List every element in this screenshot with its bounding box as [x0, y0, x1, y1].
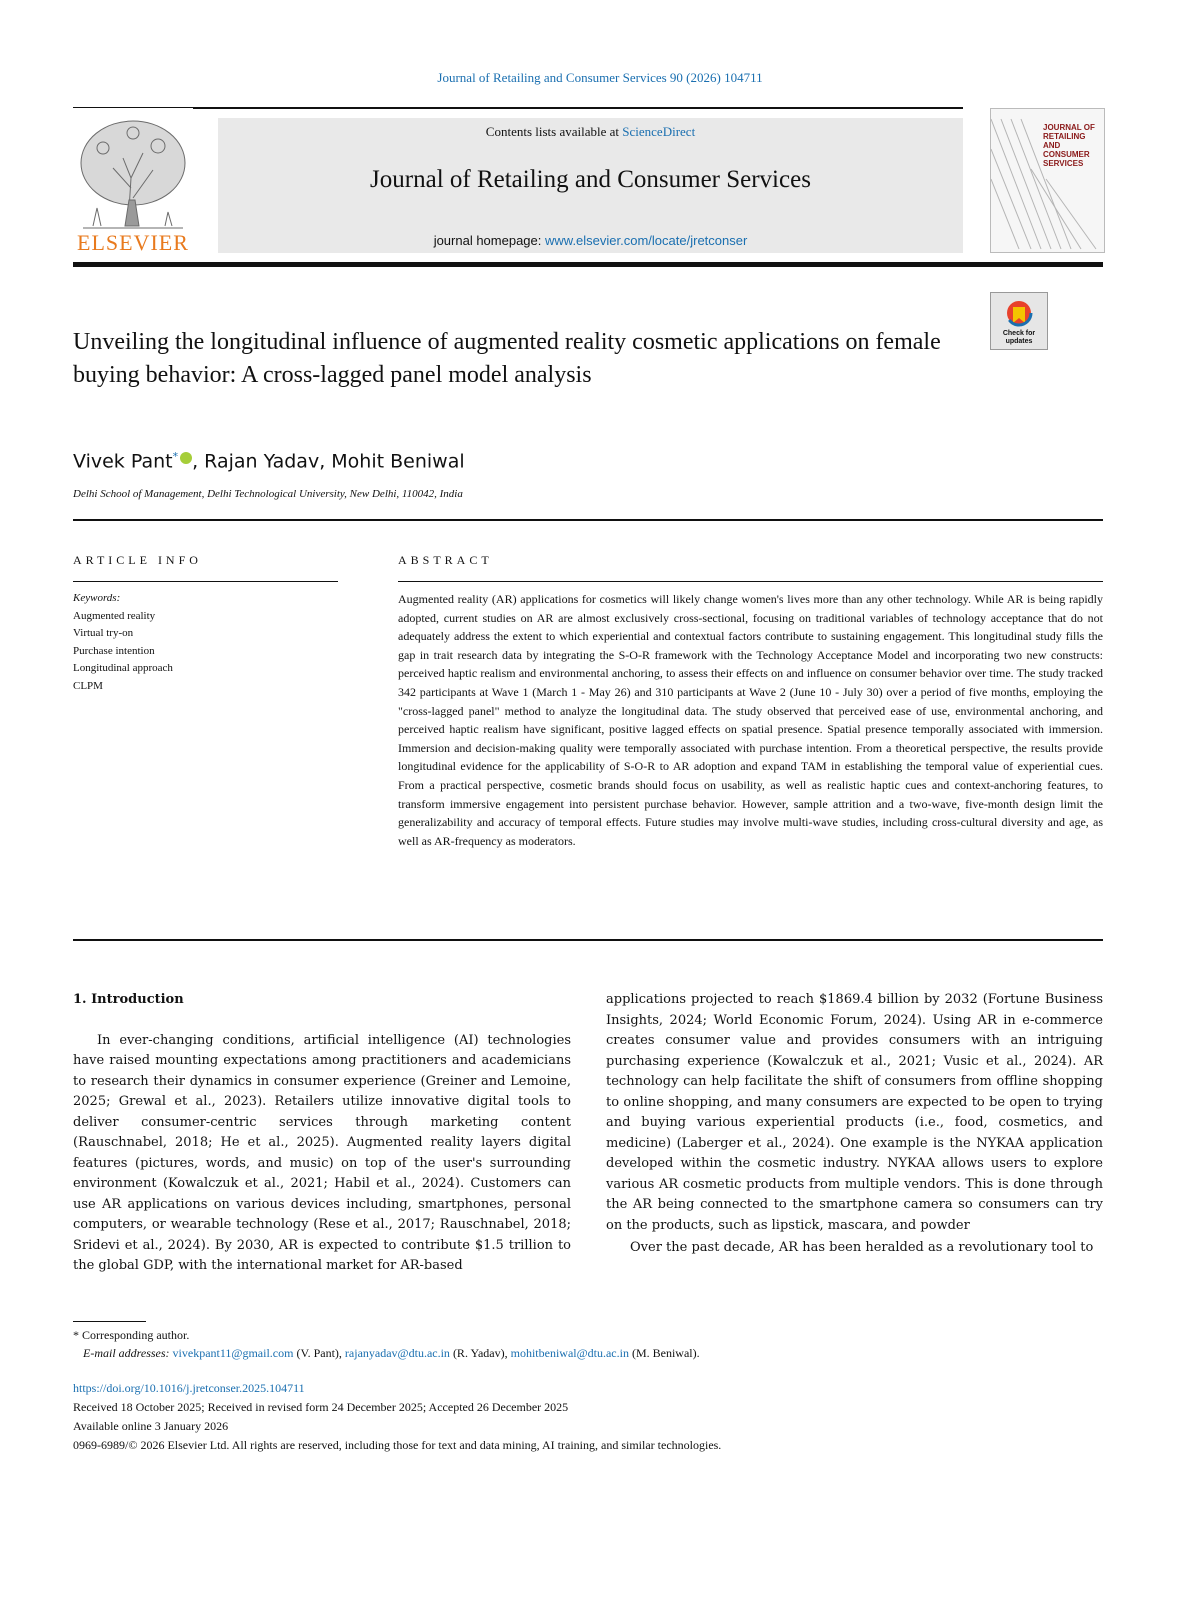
author-list: Vivek Pant* , Rajan Yadav, Mohit Beniwal	[73, 450, 465, 473]
introduction-column-left	[73, 990, 571, 1277]
introduction-paragraph-2: Over the past decade, AR has been heralded as a revolutionary tool to	[630, 1240, 1094, 1255]
abstract-heading: ABSTRACT	[398, 553, 493, 567]
contents-line	[218, 124, 963, 140]
email-owner: (V. Pant),	[296, 1346, 342, 1360]
article-metadata	[73, 1379, 1103, 1455]
sciencedirect-link[interactable]: ScienceDirect	[622, 124, 696, 139]
author-name[interactable]: Rajan Yadav	[204, 450, 320, 473]
email-owner: (M. Beniwal).	[631, 1346, 700, 1360]
keyword-item: Longitudinal approach	[73, 662, 173, 674]
cover-title: JOURNAL OF RETAILING AND CONSUMER SERVICES	[1043, 123, 1095, 168]
contents-prefix: Contents lists available at	[485, 124, 623, 139]
keyword-item: Purchase intention	[73, 644, 155, 657]
introduction-column-right	[606, 990, 1103, 1259]
author-name[interactable]: Mohit Beniwal	[331, 450, 465, 473]
homepage-prefix: journal homepage:	[433, 233, 545, 248]
received-dates: Received 18 October 2025; Received in revised form 24 December 2025; Accepted 26 December 2025	[73, 1400, 569, 1414]
abstract-bottom-rule	[73, 939, 1103, 941]
introduction-paragraph: In ever-changing conditions, artificial intelligence (AI) technologies have raised mounting expectations among practitioners and academicians to research their dynamics in consumer experience (Greiner and Lemoine, 2025; Grewal et al., 2023). Retailers utilize innovative digital tools to deliver consumer-centric services through marketing content (Rauschnabel, 2018; He et al., 2025). Augmented reality layers digital features (pictures, words, and music) on top of the user's surrounding environment (Kowalczuk et al., 2021; Habil et al., 2024). Customers can use AR applications on various devices including, smartphones, personal computers, or wearable technology (Rese et al., 2017; Rauschnabel, 2018; Sridevi et al., 2024). By 2030, AR is expected to contribute $1.5 trillion to the global GDP, with the international market for AR-based	[73, 1032, 571, 1273]
available-online: Available online 3 January 2026	[73, 1419, 229, 1433]
article-info-rule	[73, 581, 338, 582]
footnote-mark: *	[73, 1328, 79, 1342]
email-link[interactable]: vivekpant11@gmail.com	[172, 1346, 294, 1360]
author-name[interactable]: Vivek Pant	[73, 450, 173, 473]
corresponding-author-mark[interactable]: *	[172, 450, 179, 463]
journal-homepage-link[interactable]: www.elsevier.com/locate/jretconser	[545, 233, 748, 248]
introduction-paragraph-continued: applications projected to reach $1869.4 billion by 2032 (Fortune Business Insights, 2024; World Economic Forum, 2024). Using AR in e-commerce creates consumer value and provides consumers with an intriguing purchasing experience (Kowalczuk et al., 2021; Vusic et al., 2024). AR technology can help facilitate the shift of consumers from offline shopping to online shopping, and many consumers are expected to be open to trying and buying various experiential products (i.e., food, cosmetics, and medicine) (Laberger et al., 2024). One example is the NYKAA application developed within the cosmetic industry. NYKAA allows users to explore various AR cosmetic products from multiple vendors. This is done through the AR being connected to the smartphone camera so consumers can try on the products, such as lipstick, mascara, and powder	[606, 992, 1103, 1233]
check-for-updates-button[interactable]	[990, 292, 1048, 350]
keyword-item: CLPM	[73, 679, 103, 692]
homepage-line	[218, 233, 963, 248]
journal-name: Journal of Retailing and Consumer Services	[370, 166, 811, 193]
publisher-name: ELSEVIER	[77, 230, 189, 255]
abstract-text: Augmented reality (AR) applications for cosmetics will likely change women's lives more than any other technology. While AR is being rapidly adopted, current studies on AR are almost exclusively cross-sectional, focusing on traditional variables of technology acceptance that do not adequately address the extent to which experiential and contextual factors contribute to sustaining engagement. This longitudinal study fills the gap in trait research data by integrating the S-O-R framework with the Technology Acceptance Model and incorporating two new constructs: perceived haptic realism and environmental anchoring, to assess their effects on and influence on consumer behavior over time. The study tracked 342 participants at Wave 1 (March 1 - May 26) and 310 participants at Wave 2 (June 10 - July 30) over a period of five months, employing the "cross-lagged panel" method to analyze the longitudinal data. The study observed that perceived ease of use, environmental anchoring, and perceived haptic realism have significant, positive lagged effects on spatial presence. Spatial presence temporally associated with immersion. Immersion and decision-making quality were temporally associated with purchase intention. From a theoretical perspective, the results provide longitudinal evidence for the applicability of S-O-R to AR adoption and expand TAM in establishing the temporal value of experiential cues. From a practical perspective, cosmetic brands should focus on usability, as well as realistic haptic cues and context-anchoring features, to transform immersive engagement into persistent purchase behavior. However, sample attrition and a two-wave, five-month design limit the generalizability and accuracy of temporal effects. Future studies may involve multi-wave studies, including cross-cultural diversity and age, as well as AR-frequency as moderators.	[398, 592, 1103, 848]
orcid-icon[interactable]	[180, 452, 192, 464]
copyright-notice: 0969-6989/© 2026 Elsevier Ltd. All rights are reserved, including those for text and data mining, AI training, and similar technologies.	[73, 1438, 722, 1452]
corresponding-note: Corresponding author.	[82, 1328, 190, 1342]
header-top-rule	[73, 107, 963, 109]
footnote-rule	[73, 1321, 146, 1322]
doi-link[interactable]: https://doi.org/10.1016/j.jretconser.2025.104711	[73, 1381, 305, 1395]
article-info-heading: ARTICLE INFO	[73, 553, 202, 567]
header-bottom-rule	[73, 262, 1103, 267]
footnote	[73, 1326, 1103, 1362]
keywords-list	[73, 590, 173, 695]
keyword-item: Virtual try-on	[73, 627, 134, 639]
affiliation: Delhi School of Management, Delhi Technological University, New Delhi, 110042, India	[73, 488, 463, 500]
section-rule	[73, 519, 1103, 521]
article-title: Unveiling the longitudinal influence of augmented reality cosmetic applications on female buying behavior: A cross-lagged panel model analysis	[73, 329, 941, 388]
journal-cover-thumbnail[interactable]	[990, 108, 1105, 253]
running-head[interactable]: Journal of Retailing and Consumer Services 90 (2026) 104711	[437, 70, 763, 85]
email-link[interactable]: mohitbeniwal@dtu.ac.in	[510, 1346, 629, 1360]
crossmark-label: Check for updates	[1002, 330, 1036, 345]
email-owner: (R. Yadav),	[452, 1346, 508, 1360]
introduction-heading: 1. Introduction	[73, 992, 184, 1007]
email-label: E-mail addresses:	[83, 1346, 170, 1360]
keywords-heading: Keywords:	[73, 592, 121, 604]
email-link[interactable]: rajanyadav@dtu.ac.in	[344, 1346, 450, 1360]
keyword-item: Augmented reality	[73, 609, 156, 622]
abstract-rule	[398, 581, 1103, 582]
